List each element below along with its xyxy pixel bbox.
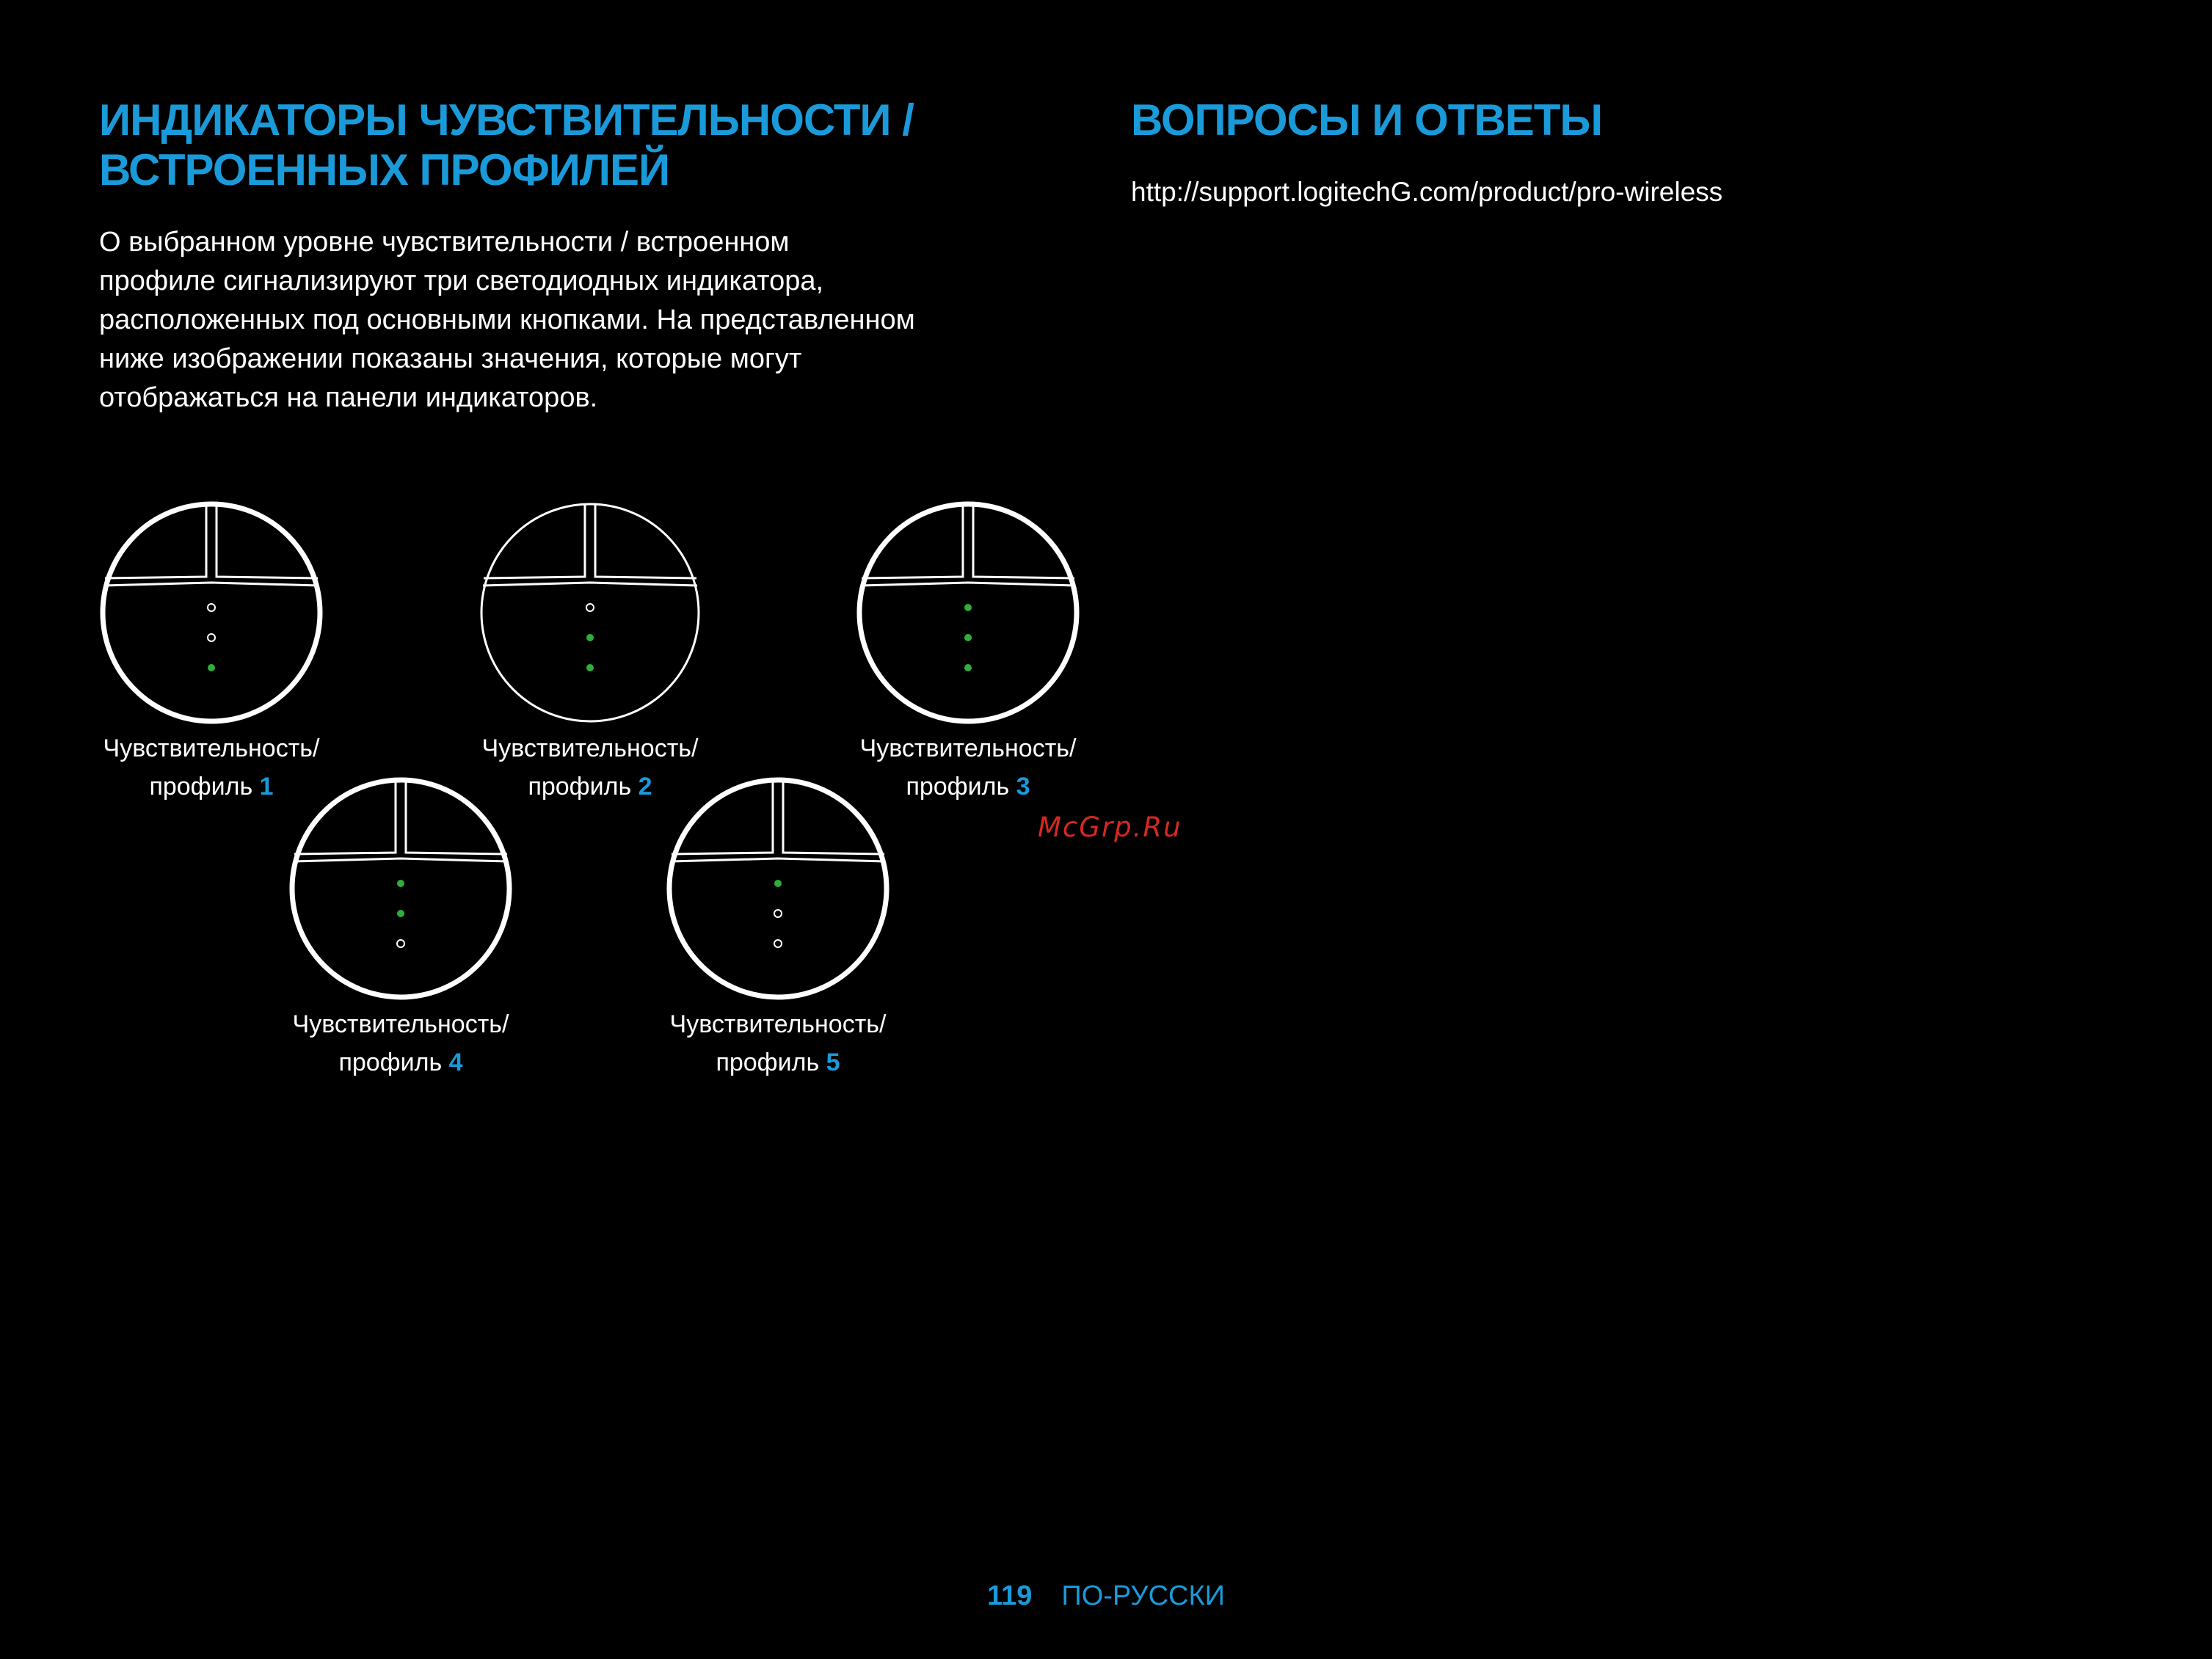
caption-prefix: профиль — [528, 773, 639, 801]
section-title-line: ВСТРОЕННЫХ ПРОФИЛЕЙ — [99, 145, 670, 194]
led-on-icon — [397, 910, 404, 917]
right-button-line — [595, 505, 696, 578]
led-on-icon — [586, 664, 594, 671]
button-base-line — [483, 583, 697, 586]
caption-prefix: профиль — [149, 773, 260, 801]
mouse-outline — [481, 504, 699, 721]
button-base-line — [861, 583, 1075, 586]
intro-line: отображаться на панели индикаторов. — [99, 382, 598, 413]
section-title-faq: ВОПРОСЫ И ОТВЕТЫ — [1131, 95, 1603, 145]
left-button-line — [672, 781, 773, 854]
indicator-caption — [239, 1005, 562, 1082]
led-on-icon — [208, 664, 215, 671]
mouse-outline — [292, 780, 509, 997]
indicator-profile-5 — [616, 775, 939, 1082]
section-title-indicators — [99, 95, 1097, 195]
profile-number: 4 — [448, 1049, 463, 1076]
mouse-top-icon — [287, 775, 514, 1002]
profile-number: 3 — [1016, 773, 1030, 801]
led-on-icon — [397, 880, 404, 887]
caption-line: Чувствительность/ — [669, 1010, 887, 1038]
left-button-line — [294, 781, 396, 854]
right-button-line — [973, 505, 1074, 578]
led-on-icon — [964, 634, 972, 641]
watermark: McGrp.Ru — [1038, 812, 1182, 843]
mouse-outline — [103, 504, 320, 721]
caption-prefix: профиль — [906, 773, 1016, 801]
left-button-line — [484, 505, 585, 578]
led-on-icon — [586, 634, 594, 641]
left-button-line — [105, 505, 206, 578]
indicator-caption — [616, 1005, 939, 1082]
indicator-profile-3 — [807, 499, 1129, 806]
page-number: 119 — [987, 1580, 1033, 1611]
led-on-icon — [964, 664, 972, 671]
caption-prefix: профиль — [716, 1049, 826, 1076]
page-footer — [0, 1578, 2212, 1614]
indicator-profile-1 — [50, 499, 373, 806]
led-on-icon — [774, 880, 782, 887]
right-button-line — [406, 781, 507, 854]
language-label: ПО-РУССКИ — [1061, 1580, 1225, 1611]
indicator-profile-4 — [239, 775, 562, 1082]
left-button-line — [862, 505, 963, 578]
led-off-icon — [774, 910, 782, 917]
intro-line: профиле сигнализируют три светодиодных индикатора, — [99, 266, 824, 296]
caption-line — [616, 1043, 939, 1082]
caption-line: Чувствительность/ — [292, 1010, 509, 1038]
profile-number: 5 — [826, 1049, 840, 1076]
indicator-profile-2 — [429, 499, 752, 806]
section-title-line: ИНДИКАТОРЫ ЧУВСТВИТЕЛЬНОСТИ / — [99, 95, 914, 145]
button-base-line — [294, 858, 508, 861]
right-button-line — [217, 505, 318, 578]
mouse-top-icon — [98, 499, 325, 726]
button-base-line — [104, 583, 319, 586]
profile-number: 2 — [638, 773, 652, 801]
caption-line — [239, 1043, 562, 1082]
intro-line: О выбранном уровне чувствительности / встроенном — [99, 227, 790, 258]
led-off-icon — [586, 604, 594, 611]
mouse-top-icon — [476, 499, 704, 726]
intro-line: расположенных под основными кнопками. На представленном — [99, 305, 915, 335]
support-link[interactable]: http://support.logitechG.com/product/pro-wireless — [1131, 177, 1723, 207]
led-off-icon — [208, 634, 215, 641]
led-off-icon — [208, 604, 215, 611]
caption-prefix: профиль — [338, 1049, 449, 1076]
led-off-icon — [774, 940, 782, 947]
caption-line: Чувствительность/ — [859, 734, 1077, 762]
led-on-icon — [964, 604, 972, 611]
caption-line: Чувствительность/ — [103, 734, 320, 762]
profile-number: 1 — [259, 773, 274, 801]
button-base-line — [671, 858, 885, 861]
mouse-top-icon — [664, 775, 892, 1002]
mouse-outline — [859, 504, 1077, 721]
intro-paragraph — [99, 223, 1053, 418]
intro-line: ниже изображении показаны значения, которые могут — [99, 343, 802, 374]
mouse-outline — [669, 780, 887, 997]
right-button-line — [783, 781, 884, 854]
mouse-top-icon — [854, 499, 1082, 726]
led-off-icon — [397, 940, 404, 947]
caption-line: Чувствительность/ — [481, 734, 699, 762]
